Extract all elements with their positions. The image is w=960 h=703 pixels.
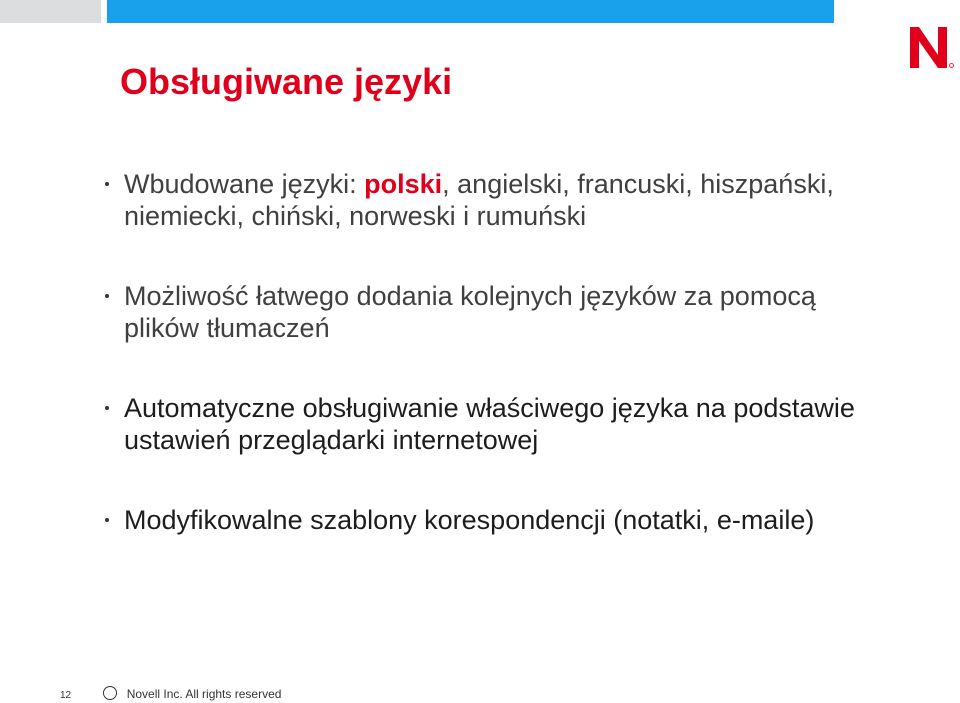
bullet-text: Automatyczne obsługiwanie właściwego języka na podstawie ustawień przeglądarki internetowej — [124, 393, 855, 455]
bullet-text: Możliwość łatwego dodania kolejnych języków za pomocą plików tłumaczeń — [124, 281, 816, 343]
bullet-dot — [105, 182, 109, 186]
slide-title: Obsługiwane języki — [120, 61, 453, 102]
header-bar-gray — [0, 0, 101, 23]
slide-footer — [60, 686, 281, 701]
bullet-text-prefix: Wbudowane języki: — [124, 169, 365, 199]
novell-logo-icon — [905, 24, 955, 72]
copyright-icon — [103, 686, 117, 700]
bullet-list — [102, 168, 862, 536]
header-bar-blue — [107, 0, 834, 23]
copyright-text: Novell Inc. All rights reserved — [126, 687, 282, 701]
bullet-built-in-languages — [102, 168, 862, 232]
bullet-text-suffix: , angielski, francuski, hiszpański, niemiecki, chiński, norweski i rumuński — [124, 169, 834, 231]
page-number: 12 — [60, 690, 72, 701]
bullet-text: Modyfikowalne szablony korespondencji (notatki, e-maile) — [124, 505, 815, 535]
bullet-translation-files — [102, 280, 862, 344]
bullet-automatic-language — [102, 392, 862, 456]
bullet-dot — [105, 518, 109, 522]
bullet-dot — [105, 406, 109, 410]
bullet-templates — [102, 504, 862, 536]
highlight-polish: polski — [364, 169, 443, 199]
bullet-dot — [105, 294, 109, 298]
